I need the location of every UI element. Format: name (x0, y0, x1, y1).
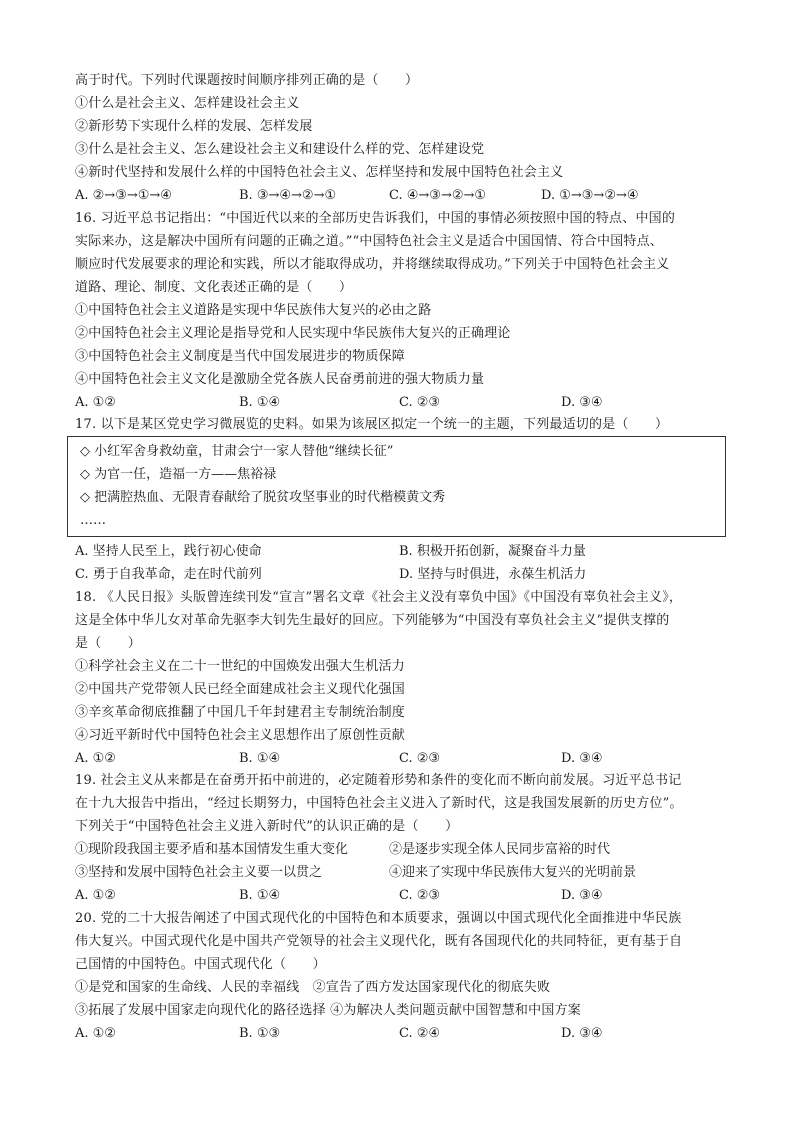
q15-item-4: ④新时代坚持和发展什么样的中国特色社会主义、怎样坚持和发展中国特色社会主义 (75, 165, 564, 180)
q18-option-a[interactable]: A. ①② (75, 751, 116, 766)
q15-option-a[interactable]: A. ②→③→①→④ (75, 188, 172, 203)
q18-item-4: ④习近平新时代中国特色社会主义思想作出了原创性贡献 (75, 728, 406, 743)
q17-option-c[interactable]: C. 勇于自我革命，走在时代前列 (75, 567, 262, 582)
q18-item-3: ③辛亥革命彻底推翻了中国几千年封建君主专制统治制度 (75, 705, 406, 720)
q19-stem-line-1: 19. 社会主义从来都是在奋勇开拓中前进的，必定随着形势和条件的变化而不断向前发展。习近平总书记 (75, 773, 682, 788)
q16-stem-line-2: 实际来办，这是解决中国所有问题的正确之道。”“中国特色社会主义是适合中国国情、符合中国特点、 (75, 234, 663, 249)
q20-option-b[interactable]: B. ①③ (239, 1026, 281, 1041)
q18-stem-line-2: 这是全体中华儿女对革命先驱李大钊先生最好的回应。下列能够为“中国没有辜负社会主义”提供支撑的 (75, 613, 670, 628)
q19-item-2: ②是逐步实现全体人民同步富裕的时代 (389, 842, 611, 857)
q20-option-d[interactable]: D. ③④ (561, 1026, 603, 1041)
q20-option-c[interactable]: C. ②④ (399, 1026, 441, 1041)
q18-stem-line-3: 是（ ） (75, 636, 142, 651)
q15-item-1: ①什么是社会主义、怎样建设社会主义 (75, 96, 300, 111)
q17-box-ellipsis: …… (80, 513, 106, 528)
q19-stem-line-3: 下列关于“中国特色社会主义进入新时代”的认识正确的是（ ） (75, 819, 459, 834)
q15-stem-tail: 高于时代。下列时代课题按时间顺序排列正确的是（ ） (75, 73, 419, 88)
q17-option-d[interactable]: D. 坚持与时俱进，永葆生机活力 (399, 567, 587, 582)
q19-option-d[interactable]: D. ③④ (561, 888, 603, 903)
q16-option-a[interactable]: A. ①② (75, 395, 116, 410)
q17-box-line-3: ◇ 把满腔热血、无限青春献给了脱贫攻坚事业的时代楷模黄文秀 (80, 490, 446, 505)
q16-item-2: ②中国特色社会主义理论是指导党和人民实现中华民族伟大复兴的正确理论 (75, 326, 511, 341)
q20-stem-line-2: 伟大复兴。中国式现代化是中国共产党领导的社会主义现代化，既有各国现代化的共同特征，更有基于自 (75, 934, 683, 949)
q15-option-b[interactable]: B. ③→④→②→① (239, 188, 337, 203)
q17-box-line-2: ◇ 为官一任，造福一方——焦裕禄 (80, 467, 277, 482)
q20-stem-line-3: 己国情的中国特色。中国式现代化（ ） (75, 957, 326, 972)
q16-stem-line-1: 16. 习近平总书记指出：“中国近代以来的全部历史告诉我们，中国的事情必须按照中国的特点、中国的 (75, 211, 676, 226)
q17-option-b[interactable]: B. 积极开拓创新，凝聚奋斗力量 (399, 544, 586, 559)
q18-stem-line-1: 18. 《人民日报》头版曾连续刊发“宣言”署名文章《社会主义没有辜负中国》《中国没有辜负社会主义》， (75, 590, 683, 605)
q19-stem-line-2: 在十九大报告中指出，“经过长期努力，中国特色社会主义进入了新时代，这是我国发展新的历史方位”。 (75, 796, 683, 811)
q17-box-line-1: ◇ 小红军舍身救幼童，甘肃会宁一家人替他“继续长征” (80, 444, 394, 459)
q16-stem-line-4: 道路、理论、制度、文化表述正确的是（ ） (75, 280, 353, 295)
q20-items-row-1: ①是党和国家的生命线、人民的幸福线 ②宣告了西方发达国家现代化的彻底失败 (75, 980, 551, 995)
q16-item-3: ③中国特色社会主义制度是当代中国发展进步的物质保障 (75, 349, 406, 364)
q20-stem-line-1: 20. 党的二十大报告阐述了中国式现代化的中国特色和本质要求，强调以中国式现代化全面推进中华民族 (75, 911, 682, 926)
q19-option-c[interactable]: C. ②③ (399, 888, 441, 903)
q15-option-c[interactable]: C. ④→③→②→① (389, 188, 487, 203)
q15-item-3: ③什么是社会主义、怎么建设社会主义和建设什么样的党、怎样建设党 (75, 142, 485, 157)
q19-option-a[interactable]: A. ①② (75, 888, 116, 903)
q18-item-2: ②中国共产党带领人民已经全面建成社会主义现代化强国 (75, 682, 406, 697)
q17-option-a[interactable]: A. 坚持人民至上，践行初心使命 (75, 544, 262, 559)
q16-item-4: ④中国特色社会主义文化是激励全党各族人民奋勇前进的强大物质力量 (75, 372, 485, 387)
q16-option-c[interactable]: C. ②③ (399, 395, 441, 410)
q18-item-1: ①科学社会主义在二十一世纪的中国焕发出强大生机活力 (75, 659, 406, 674)
q18-option-d[interactable]: D. ③④ (561, 751, 603, 766)
q15-item-2: ②新形势下实现什么样的发展、怎样发展 (75, 119, 313, 134)
q16-option-b[interactable]: B. ①④ (239, 395, 281, 410)
q16-item-1: ①中国特色社会主义道路是实现中华民族伟大复兴的必由之路 (75, 303, 432, 318)
q15-option-d[interactable]: D. ①→③→②→④ (541, 188, 639, 203)
q16-stem-line-3: 顺应时代发展要求的理论和实践，所以才能取得成功，并将继续取得成功。”下列关于中国特色社会主义 (75, 257, 670, 272)
q19-option-b[interactable]: B. ①④ (239, 888, 281, 903)
q19-item-1: ①现阶段我国主要矛盾和基本国情发生重大变化 (75, 842, 349, 857)
q20-option-a[interactable]: A. ①② (75, 1026, 116, 1041)
q18-option-b[interactable]: B. ①④ (239, 751, 281, 766)
q16-option-d[interactable]: D. ③④ (561, 395, 603, 410)
q17-stem: 17. 以下是某区党史学习微展览的史料。如果为该展区拟定一个统一的主题，下列最适切的是（ ） (75, 417, 669, 432)
q19-item-4: ④迎来了实现中华民族伟大复兴的光明前景 (389, 865, 637, 880)
q20-items-row-2: ③拓展了发展中国家走向现代化的路径选择 ④为解决人类问题贡献中国智慧和中国方案 (75, 1003, 581, 1018)
q18-option-c[interactable]: C. ②③ (399, 751, 441, 766)
q19-item-3: ③坚持和发展中国特色社会主义要一以贯之 (75, 865, 323, 880)
